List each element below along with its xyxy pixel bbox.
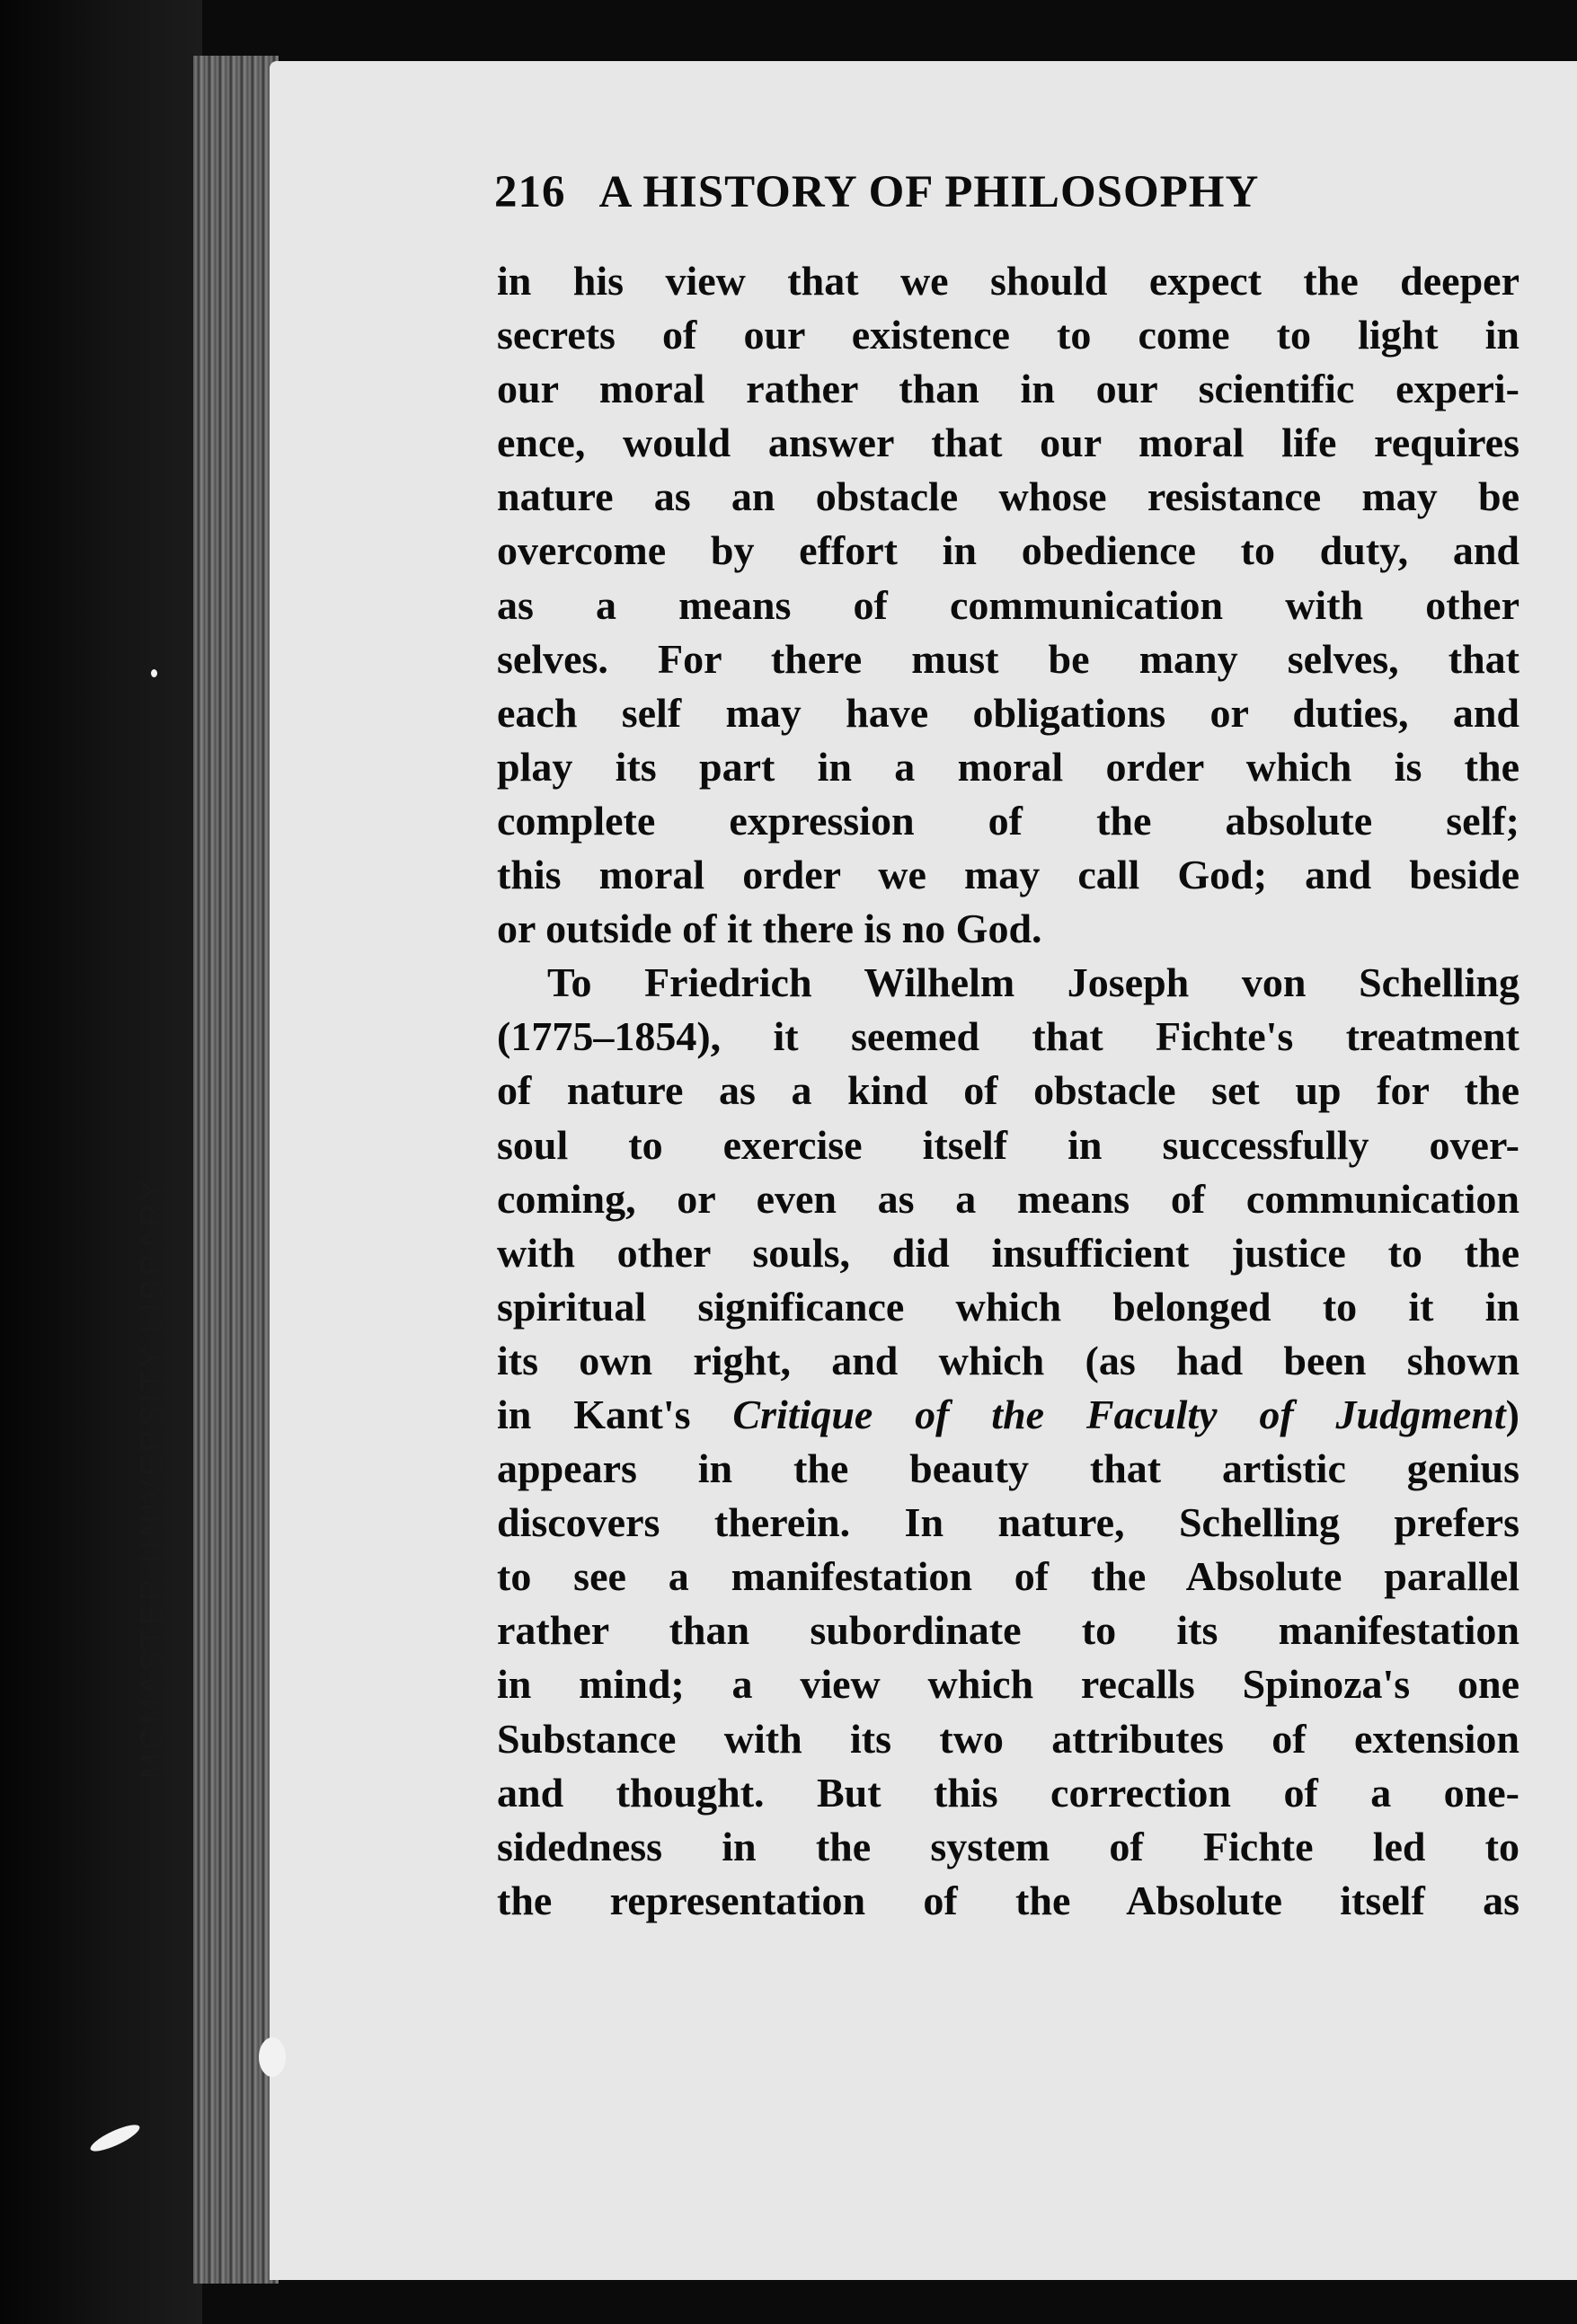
text-line: coming, or even as a means of communication [497,1175,1519,1222]
text-line: or outside of it there is no God. [497,906,1042,952]
text-line: nature as an obstacle whose resistance may be [497,473,1519,520]
running-title: A HISTORY OF PHILOSOPHY [598,167,1260,217]
text-line: in his view that we should expect the deeper [497,258,1519,304]
text-line: soul to exercise itself in successfully over- [497,1121,1519,1168]
text-line: complete expression of the absolute self; [497,797,1519,844]
text-line: secrets of our existence to come to light in [497,312,1519,358]
text-line: in mind; a view which recalls Spinoza's one [497,1661,1519,1708]
text-line: each self may have obligations or duties, and [497,689,1519,736]
text-line: and thought. But this correction of a one- [497,1769,1519,1816]
text-line: as a means of communication with other [497,581,1519,628]
page-header [494,166,1519,218]
text-line: play its part in a moral order which is the [497,743,1519,790]
text-fragment: ) [1505,1391,1519,1437]
text-line: To Friedrich Wilhelm Joseph von Schelling [547,959,1519,1006]
text-line: of nature as a kind of obstacle set up for the [497,1067,1519,1114]
text-line: rather than subordinate to its manifestation [497,1607,1519,1654]
text-line: ence, would answer that our moral life requires [497,420,1519,466]
body-text [497,254,1519,1928]
text-fragment: in Kant's [497,1391,733,1437]
book-title-italic: Critique of the Faculty of Judgment [732,1391,1506,1437]
text-line: spiritual significance which belonged to it in [497,1283,1519,1330]
book-binding-edge [193,56,279,2284]
text-line: selves. For there must be many selves, that [497,635,1519,682]
text-line: with other souls, did insufficient justice to the [497,1229,1519,1276]
text-line: overcome by effort in obedience to duty, and [497,527,1519,574]
text-line [497,1388,1519,1442]
text-line: sidedness in the system of Fichte led to [497,1823,1519,1869]
scan-speck [259,2037,286,2077]
text-line: Substance with its two attributes of extension [497,1715,1519,1762]
text-line: this moral order we may call God; and beside [497,852,1519,898]
scan-speck [151,669,157,677]
text-line: our moral rather than in our scientific experi- [497,366,1519,412]
text-line: its own right, and which (as had been shown [497,1337,1519,1383]
text-line: to see a manifestation of the Absolute parallel [497,1553,1519,1600]
text-line: (1775–1854), it seemed that Fichte's treatment [497,1013,1519,1060]
text-line: the representation of the Absolute itself as [497,1877,1519,1923]
page-number: 216 [494,167,566,217]
text-line: discovers therein. In nature, Schelling prefers [497,1499,1519,1546]
text-line: appears in the beauty that artistic genius [497,1445,1519,1492]
library-stamp: MCMASTER UNIVERSITY LIBRARY [135,1177,169,1779]
